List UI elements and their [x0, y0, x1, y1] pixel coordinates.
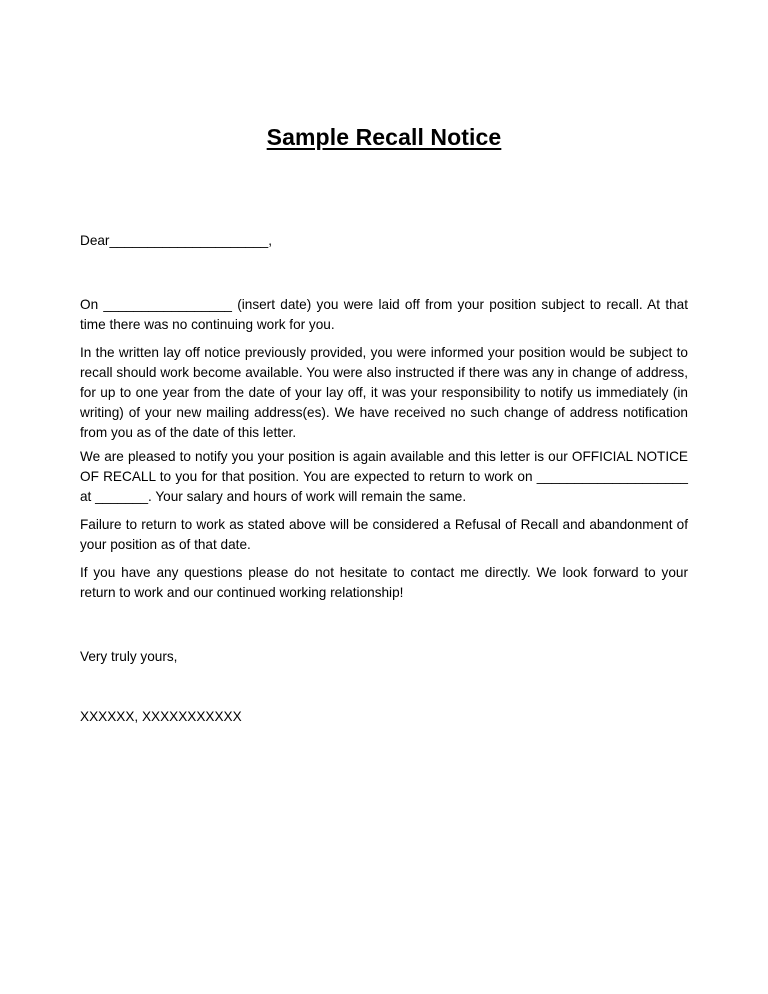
document-title: Sample Recall Notice — [266, 124, 502, 150]
salutation: Dear_____________________, — [80, 233, 273, 248]
paragraph-prior-notice: In the written lay off notice previously provided, you were informed your position would be subject to recall should work become available. You were also instructed if there was any in change of address, for up to one year from the date of your lay off, it was your responsibility to notify us immediately (in writing) of your new mailing address(es). We have received no such change of address notification from you as of the date of this letter. — [80, 345, 688, 440]
paragraph-contact: If you have any questions please do not hesitate to contact me directly. We look forward to your return to work and our continued working relationship! — [80, 565, 688, 600]
paragraph-refusal-warning: Failure to return to work as stated above will be considered a Refusal of Recall and abandonment of your position as of that date. — [80, 517, 688, 552]
closing: Very truly yours, — [80, 649, 178, 664]
paragraph-layoff-date: On _________________ (insert date) you were laid off from your position subject to recall. At that time there was no continuing work for you. — [80, 297, 688, 332]
paragraph-official-recall: We are pleased to notify you your position is again available and this letter is our OFFICIAL NOTICE OF RECALL to you for that position. You are expected to return to work on ____________________ at _______. Your salary and hours of work will remain the same. — [80, 449, 688, 504]
signature: XXXXXX, XXXXXXXXXXX — [80, 709, 242, 724]
